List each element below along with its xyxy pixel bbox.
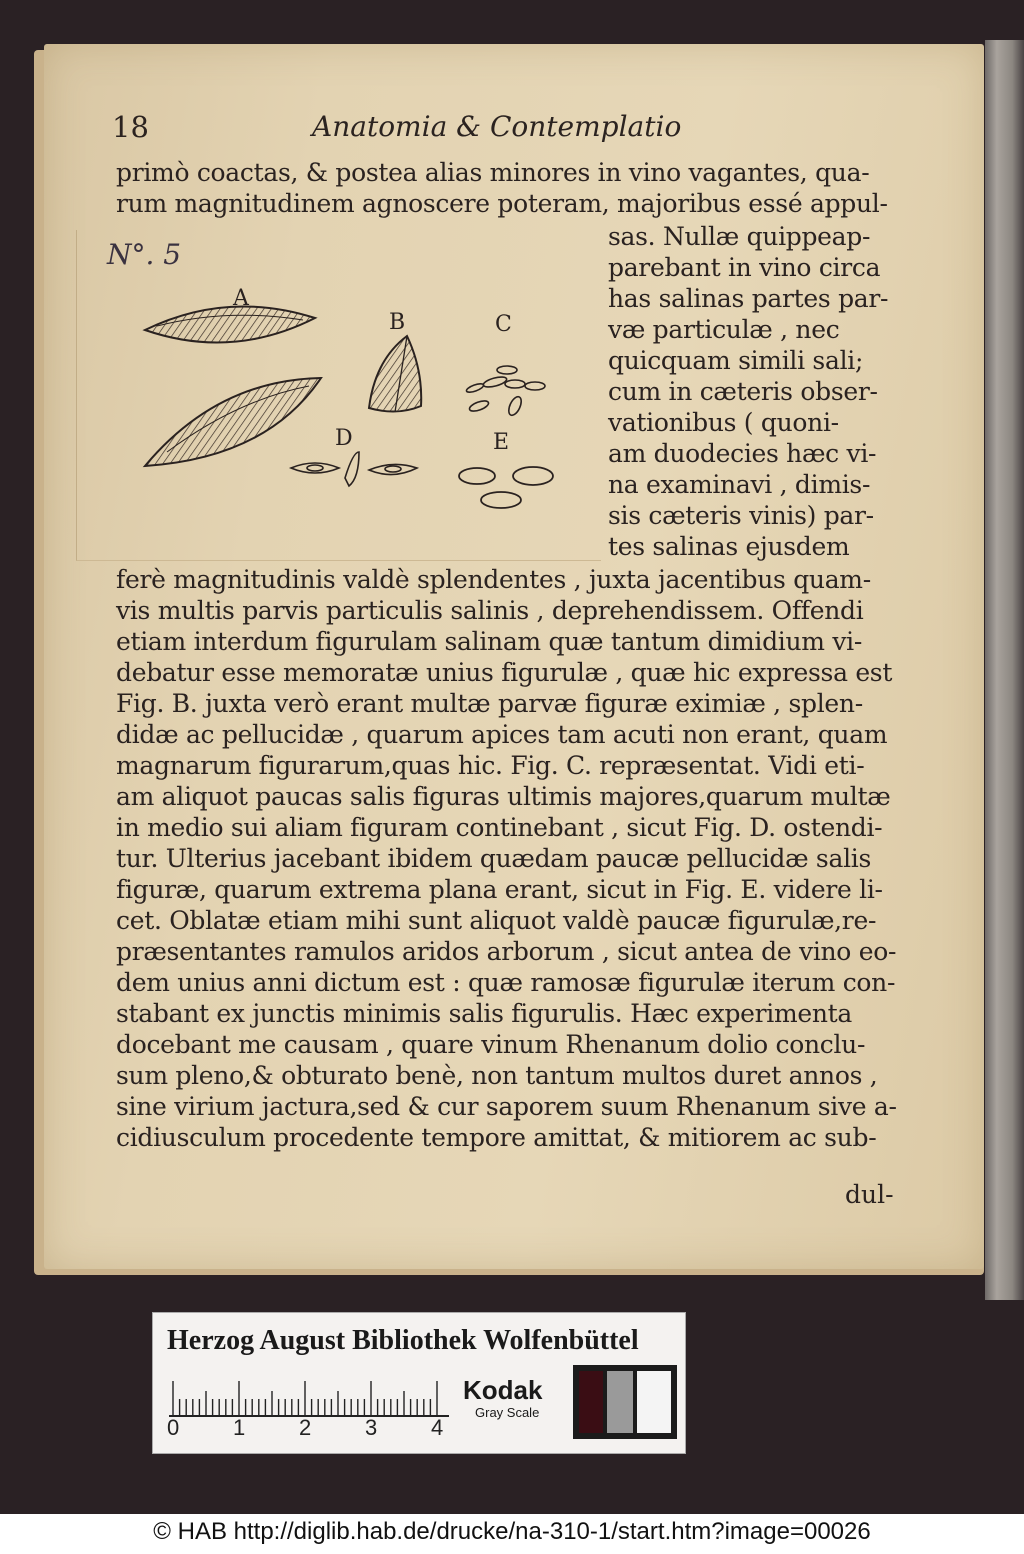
color-reference-card (152, 1312, 686, 1454)
text-line: væ particulæ , nec (608, 315, 840, 344)
text-line: am aliquot paucas salis figuras ultimis majores,quarum multæ (116, 782, 891, 811)
crystal-a-upper (145, 306, 315, 342)
ruler-number: 4 (431, 1415, 444, 1440)
swatch-mid (607, 1371, 633, 1433)
figure-label-b: B (389, 310, 406, 335)
ruler-numbers (167, 1415, 467, 1445)
copyright-notice: © HAB http://diglib.hab.de/drucke/na-310-1/start.htm?image=00026 (153, 1518, 871, 1545)
running-title: Anatomia & Contemplatio (312, 110, 682, 143)
text-line: cidiusculum procedente tempore amittat, & mitiorem ac sub- (116, 1123, 877, 1152)
page-number: 18 (112, 110, 149, 144)
text-line: debatur esse memoratæ unius figurulæ , quæ hic expressa est (116, 658, 893, 687)
ruler (169, 1381, 449, 1417)
text-line: etiam interdum figurulam salinam quæ tantum dimidium vi- (116, 627, 863, 656)
text-line: dem unius anni dictum est : quæ ramosæ figurulæ iterum con- (116, 968, 896, 997)
text-line: cet. Oblatæ etiam mihi sunt aliquot valdè paucæ figurulæ,re- (116, 906, 877, 935)
swatch-light (637, 1371, 671, 1433)
crystal-b (369, 336, 421, 412)
crystals-d (291, 452, 417, 486)
text-line: primò coactas, & postea alias minores in vino vagantes, qua- (116, 158, 870, 187)
text-line: cum in cæteris obser- (608, 377, 878, 406)
engraved-figure (76, 230, 601, 561)
ruler-number: 0 (167, 1415, 180, 1440)
gray-scale-swatches (573, 1365, 677, 1439)
text-line: has salinas partes par- (608, 284, 889, 313)
text-line: vationibus ( quoni- (608, 408, 839, 437)
ruler-number: 3 (365, 1415, 378, 1440)
text-line: tes salinas ejusdem (608, 532, 850, 561)
figure-drawing (77, 230, 601, 560)
text-line: ferè magnitudinis valdè splendentes , juxta jacentibus quam- (116, 565, 871, 594)
ruler-number: 2 (299, 1415, 312, 1440)
figure-label-e: E (493, 430, 510, 455)
ruler-number: 1 (233, 1415, 246, 1440)
text-line: am duodecies hæc vi- (608, 439, 877, 468)
text-line: sis cæteris vinis) par- (608, 501, 874, 530)
figure-label-c: C (495, 312, 512, 337)
book-edge (985, 40, 1024, 1300)
text-line: in medio sui aliam figuram continebant , sicut Fig. D. ostendi- (116, 813, 883, 842)
text-line: præsentantes ramulos aridos arborum , sicut antea de vino eo- (116, 937, 897, 966)
crystal-a-lower (145, 378, 321, 466)
text-line: didæ ac pellucidæ , quarum apices tam acuti non erant, quam (116, 720, 888, 749)
figure-label-d: D (335, 426, 353, 451)
text-line: parebant in vino circa (608, 253, 881, 282)
text-line: stabant ex junctis minimis salis figurulis. Hæc experimenta (116, 999, 853, 1028)
running-header (112, 110, 872, 150)
text-line: vis multis parvis particulis salinis , deprehendissem. Offendi (116, 596, 864, 625)
text-line: sas. Nullæ quippeap- (608, 222, 871, 251)
kodak-logo: Kodak (463, 1375, 543, 1405)
text-line: na examinavi , dimis- (608, 470, 871, 499)
handwritten-note: N°. 5 (107, 238, 182, 271)
figure-label-a: A (233, 286, 249, 311)
crystals-c (466, 366, 545, 417)
text-line: magnarum figurarum,quas hic. Fig. C. repræsentat. Vidi eti- (116, 751, 865, 780)
text-line: docebant me causam , quare vinum Rhenanum dolio conclu- (116, 1030, 866, 1059)
crystals-e (459, 467, 553, 508)
text-line: sum pleno,& obturato benè, non tantum multos duret annos , (116, 1061, 878, 1090)
catchword: dul- (845, 1180, 894, 1209)
text-line: quicquam simili sali; (608, 346, 864, 375)
gray-scale-label: Gray Scale (475, 1405, 540, 1420)
text-line: figuræ, quarum extrema plana erant, sicut in Fig. E. videre li- (116, 875, 883, 904)
library-name: Herzog August Bibliothek Wolfenbüttel (167, 1325, 639, 1356)
text-line: Fig. B. juxta verò erant multæ parvæ figuræ eximiæ , splen- (116, 689, 863, 718)
text-line: tur. Ulterius jacebant ibidem quædam paucæ pellucidæ salis (116, 844, 871, 873)
swatch-dark (579, 1371, 603, 1433)
text-line: rum magnitudinem agnoscere poteram, majoribus essé appul- (116, 189, 888, 218)
text-line: sine virium jactura,sed & cur saporem suum Rhenanum sive a- (116, 1092, 897, 1121)
